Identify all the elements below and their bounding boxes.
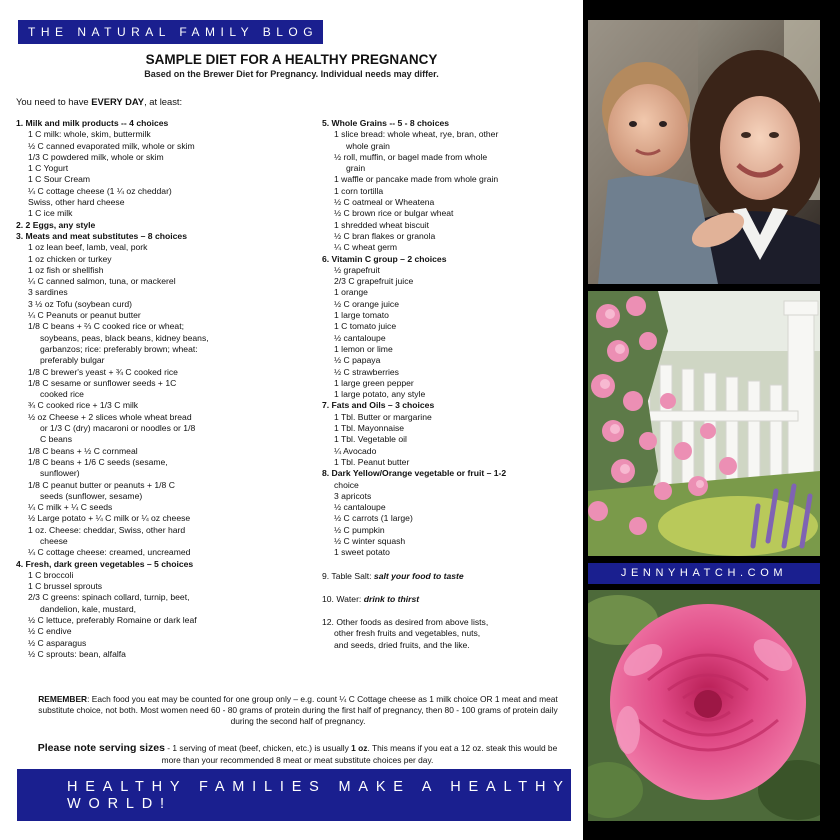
list-item: 1 oz fish or shellfish — [28, 264, 104, 275]
list-item: soybeans, peas, black beans, kidney beans, — [40, 332, 209, 343]
blog-banner: THE NATURAL FAMILY BLOG — [18, 20, 323, 44]
list-item: ¼ C Peanuts or peanut butter — [28, 310, 141, 321]
page-subtitle: Based on the Brewer Diet for Pregnancy. Individual needs may differ. — [144, 69, 439, 79]
list-item: 3. Meats and meat substitutes – 8 choices — [16, 230, 187, 241]
list-item: 1 oz lean beef, lamb, veal, pork — [28, 242, 148, 253]
list-item: choice — [334, 479, 359, 490]
list-item: ½ C canned evaporated milk, whole or skim — [28, 140, 195, 151]
list-item: 2/3 C grapefruit juice — [334, 276, 414, 287]
list-item: 1 C Sour Cream — [28, 174, 91, 185]
list-item: 1 C broccoli — [28, 569, 74, 580]
list-item: ½ C asparagus — [28, 637, 87, 648]
list-item: garbanzos; rice: preferably brown; wheat: — [40, 343, 198, 354]
list-item: 1 Tbl. Vegetable oil — [334, 434, 407, 445]
list-item: 1 Tbl. Butter or margarine — [334, 411, 432, 422]
list-item: or 1/3 C (dry) macaroni or noodles or 1/8 — [40, 423, 196, 434]
list-item: 1 Tbl. Mayonnaise — [334, 423, 405, 434]
list-item: 1 waffle or pancake made from whole grain — [334, 174, 499, 185]
serving-note: Please note serving sizes - 1 serving of meat (beef, chicken, etc.) is usually 1 oz. This means if you eat a 12 oz. steak this would be more than your recommended 8 meat or meat substitute choices per day. — [37, 742, 558, 765]
right-column — [322, 118, 577, 651]
list-item: 1 oz. Cheese: cheddar, Swiss, other hard — [28, 524, 186, 535]
list-item: 1 C Yogurt — [28, 163, 69, 174]
pink-rose-photo — [588, 590, 820, 821]
list-item: ¾ C cooked rice + 1/3 C milk — [28, 400, 139, 411]
list-item: 3 sardines — [28, 287, 68, 298]
list-item: 1 C brussel sprouts — [28, 581, 103, 592]
list-item: 6. Vitamin C group – 2 choices — [322, 253, 447, 264]
list-item: ½ C lettuce, preferably Romaine or dark leaf — [28, 615, 197, 626]
list-item: 2/3 C greens: spinach collard, turnip, beet, — [28, 592, 190, 603]
list-item: 1 sweet potato — [334, 547, 390, 558]
list-item: ½ C brown rice or bulgar wheat — [334, 208, 454, 219]
list-item: ¼ C canned salmon, tuna, or mackerel — [28, 276, 176, 287]
list-item: ½ C endive — [28, 626, 72, 637]
list-item: 1/3 C powdered milk, whole or skim — [28, 151, 164, 162]
list-item: 1/8 C sesame or sunflower seeds + 1C — [28, 377, 177, 388]
list-item: ½ C oatmeal or Wheatena — [334, 197, 435, 208]
list-item: C beans — [40, 434, 73, 445]
list-item: ½ C papaya — [334, 355, 381, 366]
list-item: Swiss, other hard cheese — [28, 197, 125, 208]
intro-line: You need to have EVERY DAY, at least: — [16, 96, 183, 107]
list-item: cheese — [40, 535, 68, 546]
list-item: 1/8 C brewer's yeast + ¾ C cooked rice — [28, 366, 178, 377]
list-item: ¼ C cottage cheese: creamed, uncreamed — [28, 547, 191, 558]
list-item: 1 slice bread: whole wheat, rye, bran, other — [334, 129, 499, 140]
list-item: ½ C strawberries — [334, 366, 399, 377]
list-item: ½ C sprouts: bean, alfalfa — [28, 648, 126, 659]
list-item: ½ roll, muffin, or bagel made from whole — [334, 151, 488, 162]
list-item: preferably bulgar — [40, 355, 105, 366]
list-item: 1/8 C beans + 1/6 C seeds (sesame, — [28, 456, 168, 467]
list-item: 1. Milk and milk products -- 4 choices — [16, 118, 169, 128]
item-water: 10. Water: drink to thirst — [322, 593, 420, 604]
list-item: 1/8 C peanut butter or peanuts + 1/8 C — [28, 479, 175, 490]
list-item: 7. Fats and Oils – 3 choices — [322, 400, 435, 411]
list-item: seeds (sunflower, sesame) — [40, 490, 143, 501]
list-item: 1 C milk: whole, skim, buttermilk — [28, 129, 151, 140]
right-border — [820, 0, 840, 840]
list-item: ½ cantaloupe — [334, 332, 386, 343]
list-item: 1/8 C beans + ½ C cornmeal — [28, 445, 138, 456]
list-item: ½ C orange juice — [334, 298, 399, 309]
list-item: 3 ½ oz Tofu (soybean curd) — [28, 298, 132, 309]
list-item: 1 large potato, any style — [334, 389, 426, 400]
list-item: whole grain — [346, 140, 390, 151]
list-item: ¼ C wheat germ — [334, 242, 398, 253]
list-item: ½ Large potato + ¼ C milk or ¼ oz cheese — [28, 513, 191, 524]
left-column — [16, 118, 318, 660]
rose-garden-photo — [588, 291, 820, 556]
item-table-salt: 9. Table Salt: salt your food to taste — [322, 570, 464, 581]
list-item: dandelion, kale, mustard, — [40, 603, 137, 614]
list-item: 1 large tomato — [334, 310, 389, 321]
list-item: 1 shredded wheat biscuit — [334, 219, 430, 230]
mother-child-photo — [588, 20, 820, 284]
list-item: 1/8 C beans + ⅔ C cooked rice or wheat; — [28, 321, 184, 332]
list-item: cooked rice — [40, 389, 84, 400]
list-item: 1 lemon or lime — [334, 343, 393, 354]
item-other-foods: 12. Other foods as desired from above lists, other fresh fruits and vegetables, nuts, and seeds, dried fruits, and the like. — [322, 617, 489, 650]
list-item: 4. Fresh, dark green vegetables – 5 choices — [16, 558, 194, 569]
list-item: ¼ C cottage cheese (1 ¼ oz cheddar) — [28, 185, 172, 196]
list-item: 1 corn tortilla — [334, 185, 384, 196]
list-item: ½ grapefruit — [334, 264, 380, 275]
remember-note: REMEMBER: Each food you eat may be counted for one group only – e.g. count ¼ C Cottage cheese as 1 milk choice OR 1 meat and meat substitute choice, not both. Most women need 60 - 80 grams of protein during the first half of pregnancy, then 80 - 100 grams of protein daily during the second half of pregnancy. — [38, 694, 558, 727]
list-item: ½ C winter squash — [334, 535, 406, 546]
list-item: 1 oz chicken or turkey — [28, 253, 112, 264]
list-item: 3 apricots — [334, 490, 372, 501]
list-item: ½ C pumpkin — [334, 524, 385, 535]
list-item: 8. Dark Yellow/Orange vegetable or fruit – 1-2 — [322, 468, 507, 479]
list-item: 1 Tbl. Peanut butter — [334, 456, 410, 467]
list-item: 1 orange — [334, 287, 368, 298]
list-item: ½ oz Cheese + 2 slices whole wheat bread — [28, 411, 192, 422]
list-item: 1 C ice milk — [28, 208, 73, 219]
list-item: ½ C carrots (1 large) — [334, 513, 413, 524]
list-item: ¼ C milk + ¼ C seeds — [28, 502, 113, 513]
list-item: 1 large green pepper — [334, 377, 414, 388]
list-item: grain — [346, 163, 366, 174]
page-title: SAMPLE DIET FOR A HEALTHY PREGNANCY — [145, 52, 438, 67]
slogan-banner: HEALTHY FAMILIES MAKE A HEALTHY WORLD! — [17, 769, 571, 821]
list-item: 1 C tomato juice — [334, 321, 397, 332]
list-item: ½ cantaloupe — [334, 502, 386, 513]
site-banner: JENNYHATCH.COM — [588, 563, 820, 584]
list-item: 2. 2 Eggs, any style — [16, 219, 96, 230]
list-item: 5. Whole Grains -- 5 - 8 choices — [322, 118, 450, 128]
list-item: ¼ Avocado — [334, 445, 377, 456]
list-item: ½ C bran flakes or granola — [334, 230, 436, 241]
list-item: sunflower) — [40, 468, 80, 479]
